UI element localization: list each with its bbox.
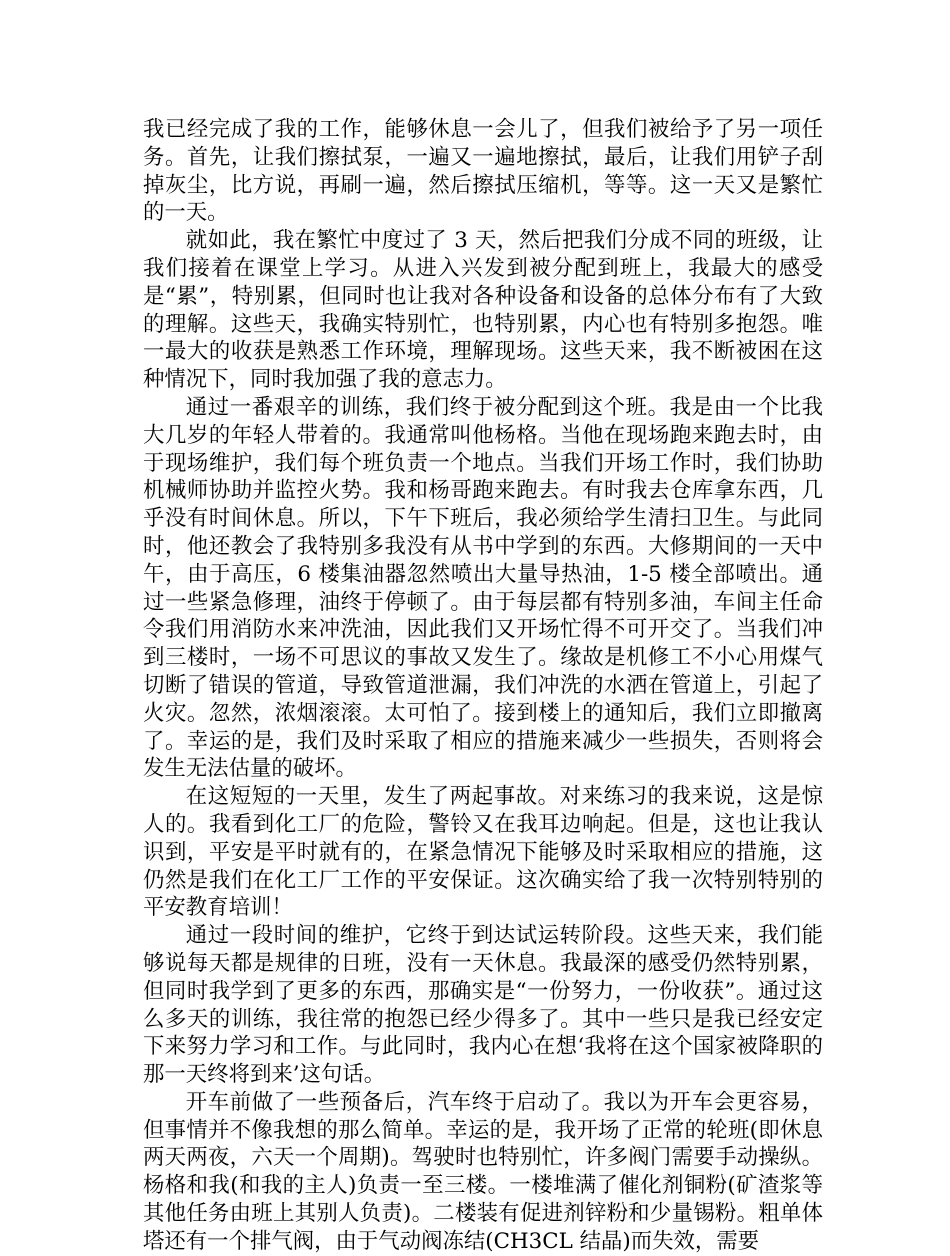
paragraph-2: 就如此，我在繁忙中度过了 3 天，然后把我们分成不同的班级，让我们接着在课堂上学习。从进入兴发到被分配到班上，我最大的感受是“累”，特别累，但同时也让我对各种设备和设备的总体分布有了大致的理解。这些天，我确实特别忙，也特别累，内心也有特别多抱怨。唯一最大的收获是熟悉工作环境，理解现场。这些天来，我不断被困在这种情况下，同时我加强了我的意志力。 [143, 228, 823, 393]
paragraph-3: 通过一番艰辛的训练，我们终于被分配到这个班。我是由一个比我大几岁的年轻人带着的。我通常叫他杨格。当他在现场跑来跑去时，由于现场维护，我们每个班负责一个地点。当我们开场工作时，我们协助机械师协助并监控火势。我和杨哥跑来跑去。有时我去仓库拿东西，几乎没有时间休息。所以，下午下班后，我必须给学生清扫卫生。与此同时，他还教会了我特别多我没有从书中学到的东西。大修期间的一天中午，由于高压，6 楼集油器忽然喷出大量导热油，1-5 楼全部喷出。通过一些紧急修理，油终于停顿了。由于每层都有特别多油，车间主任命令我们用消防水来冲洗油，因此我们又开场忙得不可开交了。当我们冲到三楼时，一场不可思议的事故又发生了。缘故是机修工不小心用煤气切断了错误的管道，导致管道泄漏，我们冲洗的水洒在管道上，引起了火灾。忽然，浓烟滚滚。太可怕了。接到楼上的通知后，我们立即撤离了。幸运的是，我们及时采取了相应的措施来减少一些损失，否则将会发生无法估量的破坏。 [143, 394, 823, 782]
document-body [143, 116, 823, 1256]
paragraph-5: 通过一段时间的维护，它终于到达试运转阶段。这些天来，我们能够说每天都是规律的日班，没有一天休息。我最深的感受仍然特别累，但同时我学到了更多的东西，那确实是“一份努力，一份收获”。通过这么多天的训练，我往常的抱怨已经少得多了。其中一些只是我已经安定下来努力学习和工作。与此同时，我内心在想‘我将在这个国家被降职的那一天终将到来’这句话。 [143, 923, 823, 1088]
paragraph-1: 我已经完成了我的工作，能够休息一会儿了，但我们被给予了另一项任务。首先，让我们擦拭泵，一遍又一遍地擦拭，最后，让我们用铲子刮掉灰尘，比方说，再刷一遍，然后擦拭压缩机，等等。这一天又是繁忙的一天。 [143, 117, 823, 226]
paragraph-6: 开车前做了一些预备后，汽车终于启动了。我以为开车会更容易，但事情并不像我想的那么简单。幸运的是，我开场了正常的轮班(即休息两天两夜，六天一个周期)。驾驶时也特别忙，许多阀门需要手动操纵。杨格和我(和我的主人)负责一至三楼。一楼堆满了催化剂铜粉(矿渣浆等其他任务由班上其别人负责)。二楼装有促进剂锌粉和少量锡粉。粗单体塔还有一个排气阀，由于气动阀冻结(CH3CL 结晶)而失效，需要 [143, 1089, 823, 1254]
paragraph-4: 在这短短的一天里，发生了两起事故。对来练习的我来说，这是惊人的。我看到化工厂的危险，警铃又在我耳边响起。但是，这也让我认识到，平安是平时就有的，在紧急情况下能够及时采取相应的措施，这仍然是我们在化工厂工作的平安保证。这次确实给了我一次特别特别的平安教育培训！ [143, 784, 823, 921]
